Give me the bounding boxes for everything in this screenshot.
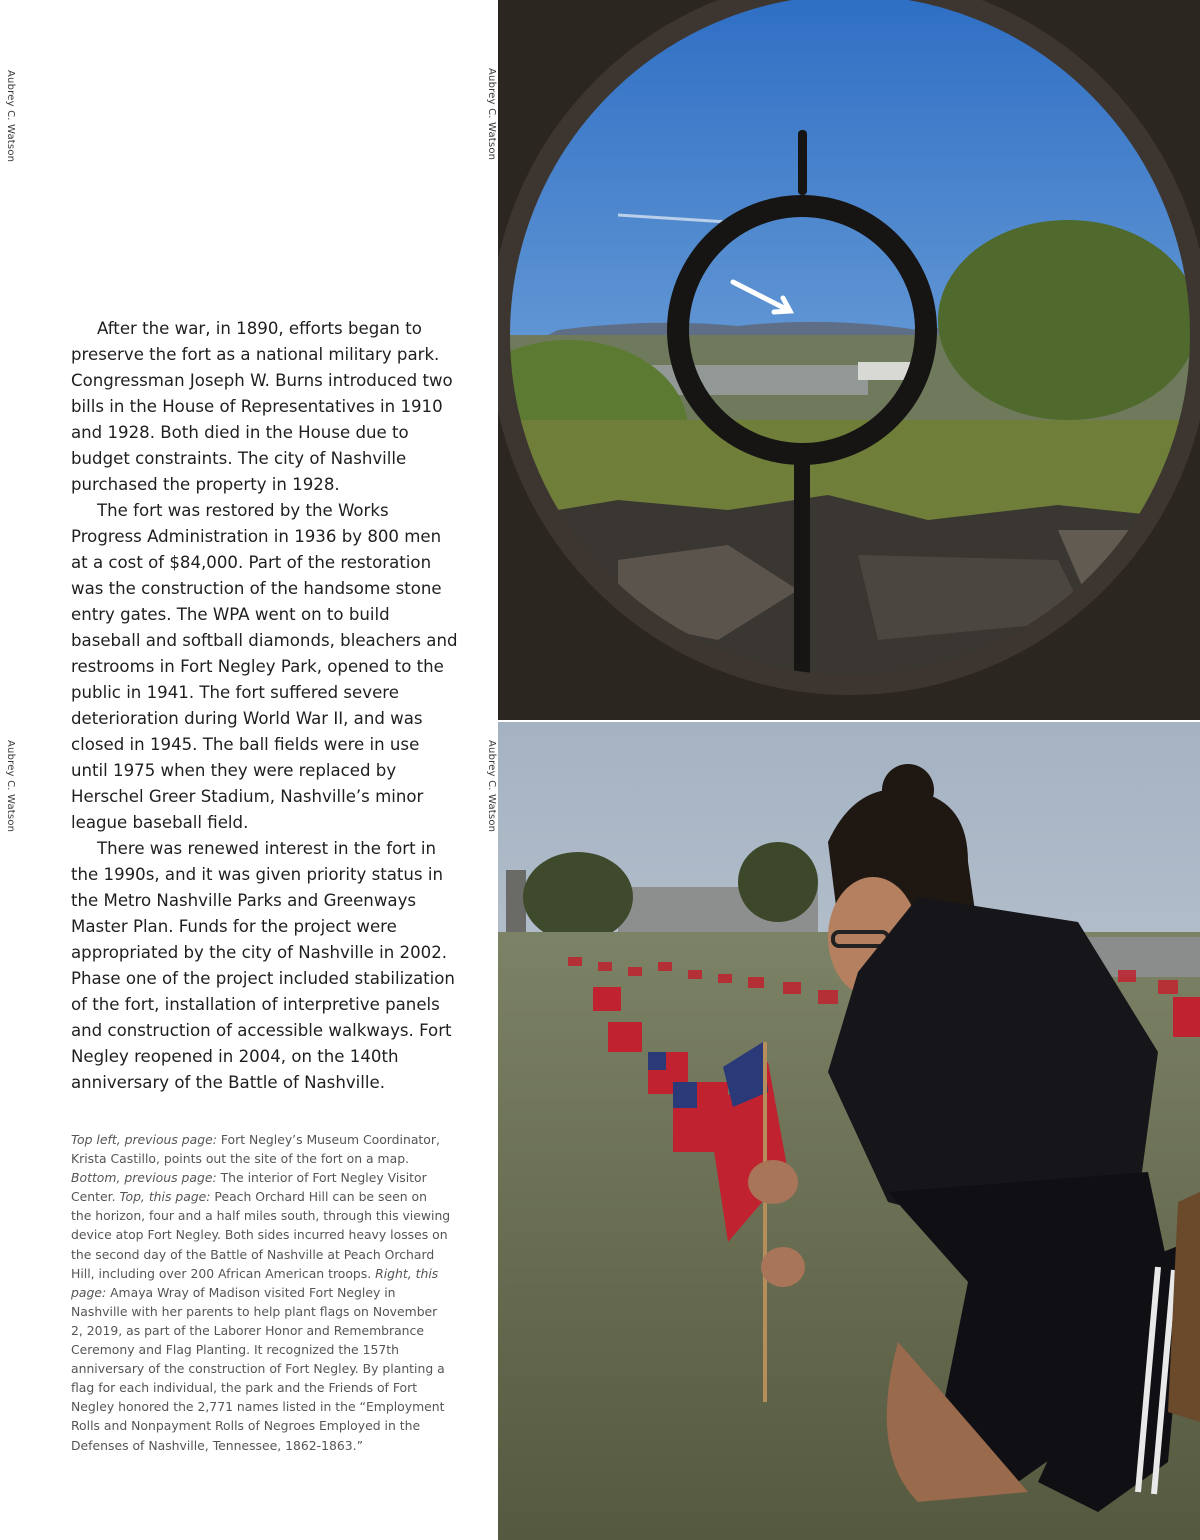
- photo-credit: Aubrey C. Watson: [5, 740, 16, 833]
- caption-lead: Top left, previous page:: [71, 1132, 217, 1147]
- photo-credit: Aubrey C. Watson: [5, 70, 16, 163]
- caption-text: Amaya Wray of Madison visited Fort Negley in Nashville with her parents to help plant flags on November 2, 2019, as part of the Laborer Honor and Remembrance Ceremony and Flag Planting. It recognized the 157th anniversary of the construction of Fort Negley. By planting a flag for each individual, the park and the Friends of Fort Negley honored the 2,771 names listed in the “Employment Rolls and Nonpayment Rolls of Negroes Employed in the Defenses of Nashville, Tennessee, 1862-1863.”: [71, 1284, 445, 1453]
- photo-credit: Aubrey C. Watson: [486, 740, 497, 833]
- photo-viewing-device: [498, 0, 1200, 720]
- paragraph: After the war, in 1890, efforts began to preserve the fort as a national military park. Congressman Joseph W. Burns introduced two bills in the House of Representatives in 1910 and 1928. Both died in the House due to budget constraints. The city of Nashville purchased the property in 1928.: [71, 319, 453, 494]
- photo-credit: Aubrey C. Watson: [486, 68, 497, 161]
- caption-lead: Bottom, previous page:: [71, 1170, 217, 1186]
- paragraph: The fort was restored by the Works Progress Administration in 1936 by 800 men at a cost of $84,000. Part of the restoration was the construction of the handsome stone entry gates. The WPA went on to build baseball and softball diamonds, bleachers and restrooms in Fort Negley Park, opened to the public in 1941. The fort suffered severe deterioration during World War II, and was closed in 1945. The ball fields were in use until 1975 when they were replaced by Herschel Greer Stadium, Nashville’s minor league baseball field.: [71, 501, 458, 832]
- photo-caption: [71, 1130, 451, 1455]
- caption-text: The interior of Fort Negley Visitor Center.: [71, 1170, 427, 1205]
- article-body: [71, 316, 461, 1096]
- caption-text: Fort Negley’s Museum Coordinator, Krista Castillo, points out the site of the fort on a map.: [71, 1132, 440, 1167]
- caption-lead: Right, this page:: [71, 1265, 439, 1300]
- flag-planting-illustration: [498, 722, 1200, 1540]
- viewing-device-illustration: [498, 0, 1200, 720]
- paragraph: There was renewed interest in the fort in the 1990s, and it was given priority status in the Metro Nashville Parks and Greenways Master Plan. Funds for the project were appropriated by the city of Nashville in 2002. Phase one of the project included stabilization of the fort, installation of interpretive panels and construction of accessible walkways. Fort Negley reopened in 2004, on the 140th anniversary of the Battle of Nashville.: [71, 839, 455, 1092]
- photo-flag-planting: [498, 722, 1200, 1540]
- caption-lead: Top, this page:: [119, 1189, 211, 1205]
- caption-text: Peach Orchard Hill can be seen on the horizon, four and a half miles south, through this viewing device atop Fort Negley. Both sides incurred heavy losses on the second day of the Battle of Nashville at Peach Orchard Hill, including over 200 African American troops.: [71, 1189, 451, 1281]
